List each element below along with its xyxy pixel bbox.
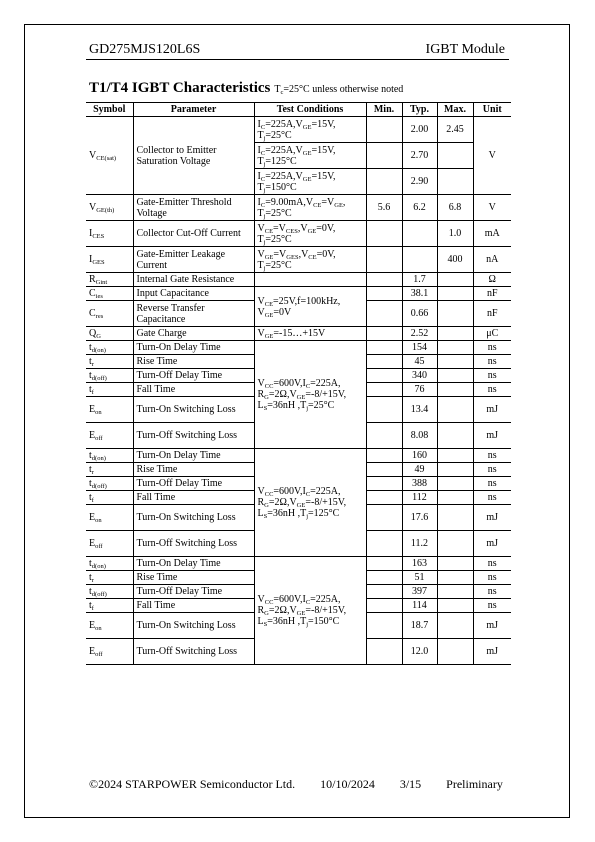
- unit-cell: ns: [473, 341, 511, 355]
- parameter-cell: Reverse Transfer Capacitance: [133, 301, 254, 327]
- min-cell: [366, 341, 402, 355]
- column-header: Parameter: [133, 103, 254, 117]
- min-cell: [366, 599, 402, 613]
- footer-status: Preliminary: [446, 777, 503, 791]
- parameter-cell: Rise Time: [133, 355, 254, 369]
- unit-cell: mJ: [473, 505, 511, 531]
- symbol-cell: $E_{off}$: [86, 423, 133, 449]
- max-cell: [437, 273, 473, 287]
- max-cell: [437, 341, 473, 355]
- max-cell: [437, 449, 473, 463]
- min-cell: [366, 639, 402, 665]
- min-cell: [366, 117, 402, 143]
- min-cell: [366, 463, 402, 477]
- typ-cell: 38.1: [402, 287, 437, 301]
- header-rule: [86, 59, 509, 60]
- typ-cell: 11.2: [402, 531, 437, 557]
- table-row: [86, 341, 511, 355]
- unit-cell: mJ: [473, 423, 511, 449]
- parameter-cell: Turn-Off Switching Loss: [133, 639, 254, 665]
- unit-cell: mJ: [473, 613, 511, 639]
- typ-cell: 17.6: [402, 505, 437, 531]
- typ-cell: 45: [402, 355, 437, 369]
- max-cell: [437, 585, 473, 599]
- parameter-cell: Rise Time: [133, 571, 254, 585]
- table-row: [86, 557, 511, 571]
- min-cell: [366, 397, 402, 423]
- parameter-cell: Turn-On Delay Time: [133, 341, 254, 355]
- symbol-cell: $E_{off}$: [86, 531, 133, 557]
- max-cell: [437, 327, 473, 341]
- unit-cell: V: [473, 195, 511, 221]
- unit-cell: nA: [473, 247, 511, 273]
- symbol-cell: $t_{d(off)}$: [86, 585, 133, 599]
- footer-page-number: 3/15: [399, 777, 422, 791]
- unit-cell: mJ: [473, 397, 511, 423]
- symbol-cell: $C_{res}$: [86, 301, 133, 327]
- max-cell: [437, 423, 473, 449]
- parameter-cell: Fall Time: [133, 383, 254, 397]
- max-cell: [437, 477, 473, 491]
- parameter-cell: Rise Time: [133, 463, 254, 477]
- max-cell: [437, 169, 473, 195]
- footer-date: 10/10/2024: [320, 777, 375, 791]
- unit-cell: ns: [473, 557, 511, 571]
- parameter-cell: Turn-On Delay Time: [133, 557, 254, 571]
- parameter-cell: Fall Time: [133, 599, 254, 613]
- typ-cell: 49: [402, 463, 437, 477]
- symbol-cell: $V_{GE(th)}$: [86, 195, 133, 221]
- max-cell: [437, 639, 473, 665]
- min-cell: [366, 273, 402, 287]
- condition-cell: $I_C=9.00mA,V_{CE}=V_{GE}$, $T_j=25^\circ C$: [254, 195, 366, 221]
- max-cell: 1.0: [437, 221, 473, 247]
- typ-cell: [402, 247, 437, 273]
- typ-cell: 6.2: [402, 195, 437, 221]
- symbol-cell: $Q_G$: [86, 327, 133, 341]
- unit-cell: V: [473, 117, 511, 195]
- typ-cell: 154: [402, 341, 437, 355]
- igbt-characteristics-table: [86, 102, 511, 665]
- condition-cell: $V_{GE}=-15\dots+15V$: [254, 327, 366, 341]
- min-cell: [366, 143, 402, 169]
- parameter-cell: Collector to Emitter Saturation Voltage: [133, 117, 254, 195]
- typ-cell: 388: [402, 477, 437, 491]
- parameter-cell: Fall Time: [133, 491, 254, 505]
- column-header: Test Conditions: [254, 103, 366, 117]
- typ-cell: 114: [402, 599, 437, 613]
- table-row: [86, 195, 511, 221]
- table-row: [86, 273, 511, 287]
- min-cell: [366, 327, 402, 341]
- symbol-cell: $R_{Gint}$: [86, 273, 133, 287]
- column-header: Typ.: [402, 103, 437, 117]
- page-footer: [89, 777, 525, 792]
- min-cell: [366, 557, 402, 571]
- typ-cell: 18.7: [402, 613, 437, 639]
- symbol-cell: $E_{on}$: [86, 505, 133, 531]
- max-cell: [437, 599, 473, 613]
- min-cell: [366, 221, 402, 247]
- min-cell: [366, 491, 402, 505]
- parameter-cell: Gate-Emitter Leakage Current: [133, 247, 254, 273]
- column-header: Min.: [366, 103, 402, 117]
- unit-cell: ns: [473, 383, 511, 397]
- max-cell: [437, 383, 473, 397]
- max-cell: [437, 505, 473, 531]
- min-cell: [366, 423, 402, 449]
- max-cell: [437, 557, 473, 571]
- parameter-cell: Gate-Emitter Threshold Voltage: [133, 195, 254, 221]
- condition-cell: $V_{CE}=V_{CES},V_{GE}=0V$, $T_j=25^\circ C$: [254, 221, 366, 247]
- unit-cell: ns: [473, 355, 511, 369]
- unit-cell: ns: [473, 449, 511, 463]
- condition-cell: $V_{CE}=25V,f=100kHz$, $V_{GE}=0V$: [254, 287, 366, 327]
- min-cell: [366, 531, 402, 557]
- parameter-cell: Turn-On Switching Loss: [133, 505, 254, 531]
- parameter-cell: Internal Gate Resistance: [133, 273, 254, 287]
- min-cell: [366, 247, 402, 273]
- symbol-cell: $t_{d(on)}$: [86, 557, 133, 571]
- typ-cell: 2.52: [402, 327, 437, 341]
- condition-cell: $V_{CC}=600V,I_C=225A$, $R_G=2\Omega,V_{GE}=-8/+15V$, $L_S=36nH$ $,T_j=25^\circ C$: [254, 341, 366, 449]
- table-row: [86, 221, 511, 247]
- min-cell: 5.6: [366, 195, 402, 221]
- parameter-cell: Turn-Off Switching Loss: [133, 531, 254, 557]
- typ-cell: 112: [402, 491, 437, 505]
- min-cell: [366, 169, 402, 195]
- parameter-cell: Gate Charge: [133, 327, 254, 341]
- typ-cell: 51: [402, 571, 437, 585]
- symbol-cell: $t_r$: [86, 355, 133, 369]
- symbol-cell: $t_r$: [86, 463, 133, 477]
- min-cell: [366, 383, 402, 397]
- min-cell: [366, 369, 402, 383]
- max-cell: [437, 531, 473, 557]
- condition-cell: $I_C=225A,V_{GE}=15V$, $T_j=150^\circ C$: [254, 169, 366, 195]
- typ-cell: 76: [402, 383, 437, 397]
- symbol-cell: $t_{d(off)}$: [86, 369, 133, 383]
- column-header: Max.: [437, 103, 473, 117]
- min-cell: [366, 477, 402, 491]
- max-cell: 6.8: [437, 195, 473, 221]
- unit-cell: ns: [473, 491, 511, 505]
- min-cell: [366, 585, 402, 599]
- max-cell: 2.45: [437, 117, 473, 143]
- section-title: T1/T4 IGBT Characteristics: [89, 80, 271, 96]
- unit-cell: μC: [473, 327, 511, 341]
- symbol-cell: $I_{GES}$: [86, 247, 133, 273]
- max-cell: [437, 143, 473, 169]
- typ-cell: 340: [402, 369, 437, 383]
- symbol-cell: $t_{d(off)}$: [86, 477, 133, 491]
- column-header: Symbol: [86, 103, 133, 117]
- typ-cell: 12.0: [402, 639, 437, 665]
- table-row: [86, 449, 511, 463]
- section-conditions: $T_c=25^\circ C$ unless otherwise noted: [274, 84, 404, 96]
- condition-cell: $V_{GE}=V_{GES},V_{CE}=0V$, $T_j=25^\circ C$: [254, 247, 366, 273]
- max-cell: [437, 463, 473, 477]
- symbol-cell: $t_{d(on)}$: [86, 341, 133, 355]
- max-cell: [437, 397, 473, 423]
- parameter-cell: Turn-Off Delay Time: [133, 585, 254, 599]
- table-body: [86, 117, 511, 665]
- symbol-cell: $t_f$: [86, 599, 133, 613]
- symbol-cell: $E_{on}$: [86, 613, 133, 639]
- unit-cell: ns: [473, 599, 511, 613]
- module-type: IGBT Module: [425, 42, 505, 57]
- max-cell: [437, 369, 473, 383]
- parameter-cell: Input Capacitance: [133, 287, 254, 301]
- typ-cell: 397: [402, 585, 437, 599]
- max-cell: 400: [437, 247, 473, 273]
- min-cell: [366, 613, 402, 639]
- typ-cell: 2.90: [402, 169, 437, 195]
- typ-cell: 1.7: [402, 273, 437, 287]
- condition-cell: $I_C=225A,V_{GE}=15V$, $T_j=25^\circ C$: [254, 117, 366, 143]
- unit-cell: nF: [473, 287, 511, 301]
- min-cell: [366, 505, 402, 531]
- typ-cell: 2.70: [402, 143, 437, 169]
- max-cell: [437, 571, 473, 585]
- table-header-row: [86, 103, 511, 117]
- parameter-cell: Collector Cut-Off Current: [133, 221, 254, 247]
- table-row: [86, 327, 511, 341]
- table-row: [86, 117, 511, 143]
- section-heading: [89, 79, 403, 97]
- symbol-cell: $t_r$: [86, 571, 133, 585]
- typ-cell: 0.66: [402, 301, 437, 327]
- symbol-cell: $t_f$: [86, 383, 133, 397]
- condition-cell: [254, 273, 366, 287]
- parameter-cell: Turn-Off Delay Time: [133, 477, 254, 491]
- typ-cell: 8.08: [402, 423, 437, 449]
- unit-cell: ns: [473, 585, 511, 599]
- unit-cell: mJ: [473, 531, 511, 557]
- typ-cell: [402, 221, 437, 247]
- max-cell: [437, 355, 473, 369]
- table-row: [86, 287, 511, 301]
- min-cell: [366, 287, 402, 301]
- table-row: [86, 247, 511, 273]
- symbol-cell: $E_{on}$: [86, 397, 133, 423]
- footer-copyright: ©2024 STARPOWER Semiconductor Ltd.: [89, 777, 296, 791]
- unit-cell: mA: [473, 221, 511, 247]
- parameter-cell: Turn-Off Delay Time: [133, 369, 254, 383]
- max-cell: [437, 301, 473, 327]
- condition-cell: $V_{CC}=600V,I_C=225A$, $R_G=2\Omega,V_{GE}=-8/+15V$, $L_S=36nH$ $,T_j=150^\circ C$: [254, 557, 366, 665]
- symbol-cell: $t_f$: [86, 491, 133, 505]
- min-cell: [366, 449, 402, 463]
- column-header: Unit: [473, 103, 511, 117]
- unit-cell: ns: [473, 463, 511, 477]
- symbol-cell: $t_{d(on)}$: [86, 449, 133, 463]
- max-cell: [437, 613, 473, 639]
- part-number: GD275MJS120L6S: [89, 42, 201, 57]
- typ-cell: 160: [402, 449, 437, 463]
- min-cell: [366, 571, 402, 585]
- parameter-cell: Turn-On Delay Time: [133, 449, 254, 463]
- parameter-cell: Turn-Off Switching Loss: [133, 423, 254, 449]
- unit-cell: ns: [473, 369, 511, 383]
- unit-cell: ns: [473, 477, 511, 491]
- condition-cell: $I_C=225A,V_{GE}=15V$, $T_j=125^\circ C$: [254, 143, 366, 169]
- unit-cell: ns: [473, 571, 511, 585]
- max-cell: [437, 287, 473, 301]
- typ-cell: 163: [402, 557, 437, 571]
- parameter-cell: Turn-On Switching Loss: [133, 397, 254, 423]
- unit-cell: nF: [473, 301, 511, 327]
- symbol-cell: $I_{CES}$: [86, 221, 133, 247]
- unit-cell: mJ: [473, 639, 511, 665]
- typ-cell: 13.4: [402, 397, 437, 423]
- min-cell: [366, 301, 402, 327]
- typ-cell: 2.00: [402, 117, 437, 143]
- max-cell: [437, 491, 473, 505]
- parameter-cell: Turn-On Switching Loss: [133, 613, 254, 639]
- symbol-cell: $C_{ies}$: [86, 287, 133, 301]
- condition-cell: $V_{CC}=600V,I_C=225A$, $R_G=2\Omega,V_{GE}=-8/+15V$, $L_S=36nH$ $,T_j=125^\circ C$: [254, 449, 366, 557]
- symbol-cell: $V_{CE(sat)}$: [86, 117, 133, 195]
- symbol-cell: $E_{off}$: [86, 639, 133, 665]
- unit-cell: Ω: [473, 273, 511, 287]
- min-cell: [366, 355, 402, 369]
